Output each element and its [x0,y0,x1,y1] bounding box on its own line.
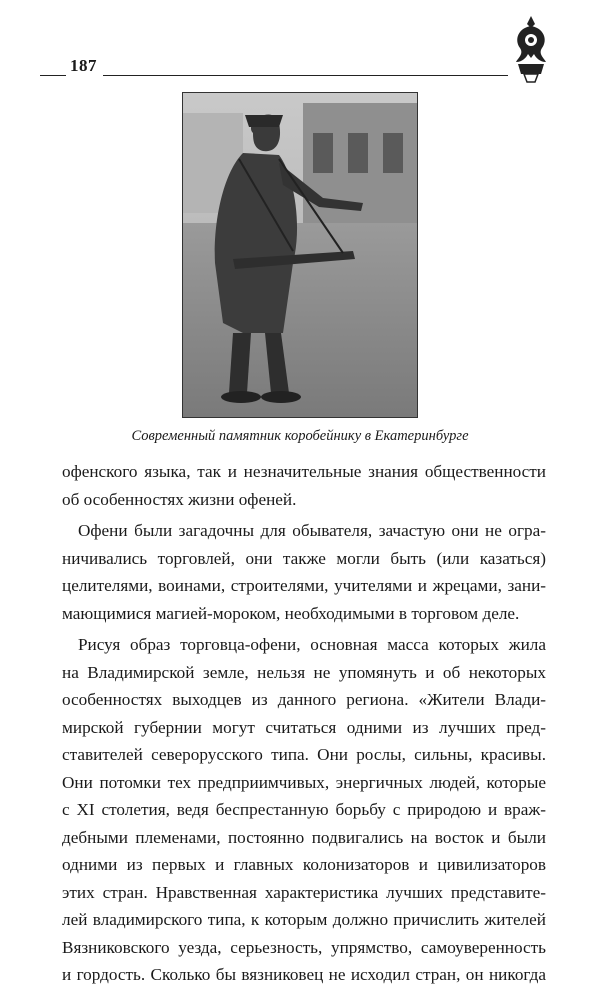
text-line: об особенностях жизни офеней. [62,489,297,509]
paragraph-1 [62,458,546,513]
paragraph-3 [62,631,546,989]
text-line: мающимися магией-мороком, необходимыми в торговом деле. [62,603,520,623]
text-line: лей владимирского типа, к которым должно причислить жителей [62,910,546,929]
page-number: 187 [70,56,97,75]
text-line: особенностях выходцев из данного региона. «Жители Влади- [62,690,546,709]
header-rule-left [40,75,66,76]
photo-caption: Современный памятник коробейнику в Екатеринбурге [131,428,469,444]
body-text [62,458,546,989]
text-line: офенского языка, так и незначительные знания общественности [62,462,546,481]
text-line: целителями, воинами, строителями, учителями и жрецами, зани- [62,576,546,595]
paragraph-2 [62,517,546,627]
text-line: и гордость. Сколько бы вязниковец не исходил стран, он никогда [62,965,546,984]
ornament-icon [508,14,554,84]
text-line: с XI столетия, ведя беспрестанную борьбу с природою и враж- [62,800,546,819]
text-line: Вязниковского уезда, серьезность, упрямство, самоуверенность [62,937,546,957]
text-line: ставителей северорусского типа. Они рослы, сильны, красивы. [62,745,546,764]
text-line: Офени были загадочны для обывателя, зачастую они не огра- [78,521,546,540]
text-line: дебными племенами, постоянно подвигались на восток и были [62,827,546,847]
page-header [0,0,600,90]
text-line: Они потомки тех предприимчивых, энергичных людей, которые [62,772,546,792]
text-line: этих стран. Нравственная характеристика лучших представите- [62,882,546,902]
header-rule-right [103,75,508,76]
text-line: Рисуя образ торговца-офени, основная масса которых жила [78,635,546,654]
text-line: ничивались торговлей, они также могли быть (или казаться) [62,548,546,568]
text-line: одними из первых и главных колонизаторов и цивилизаторов [62,855,546,874]
statue-photo [182,92,418,418]
text-line: на Владимирской земле, нельзя не упомянуть и об некоторых [62,662,546,682]
text-line: мирской губернии могут считаться одними из лучших пред- [62,717,546,737]
